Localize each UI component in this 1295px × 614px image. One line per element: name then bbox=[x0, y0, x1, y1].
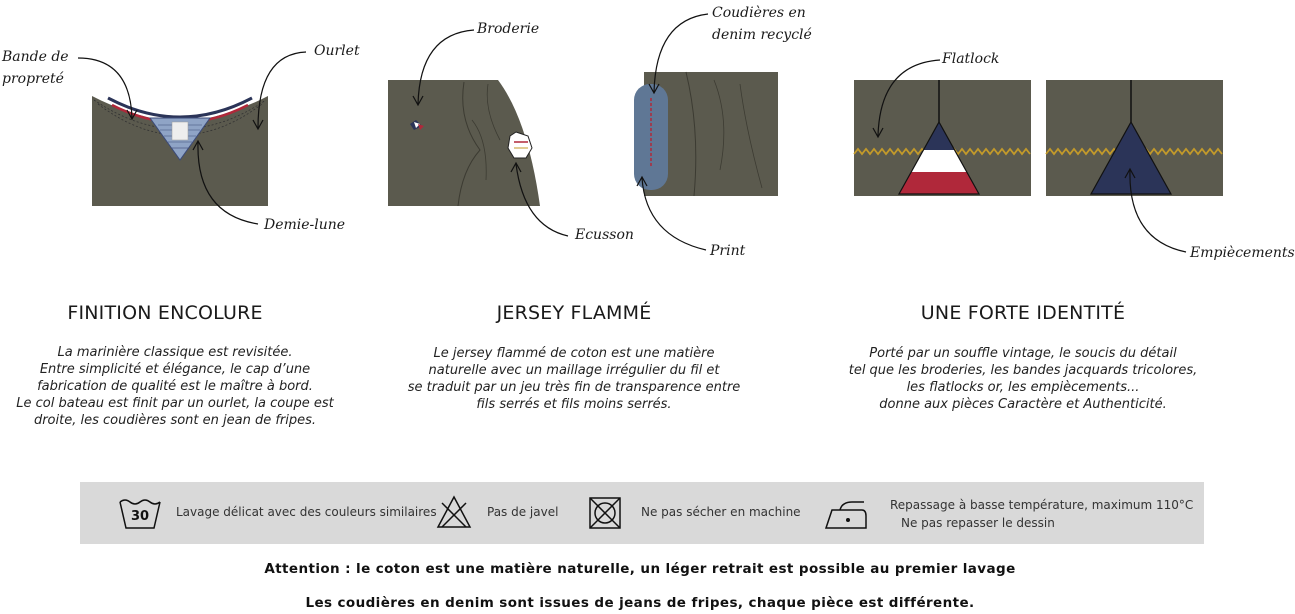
callout-bande-line2: propreté bbox=[2, 71, 64, 87]
wash-30-icon bbox=[118, 496, 162, 530]
denim-note: Les coudières en denim sont issues de jeans de fripes, chaque pièce est différente. bbox=[305, 595, 975, 611]
callout-arrows bbox=[0, 0, 1280, 300]
callout-demie-lune: Demie-lune bbox=[264, 217, 346, 233]
section-body-jersey bbox=[404, 345, 744, 413]
section-line: fils serrés et fils moins serrés. bbox=[476, 397, 672, 412]
section-line: tel que les broderies, les bandes jacquards tricolores, bbox=[848, 363, 1198, 378]
wash-label: Lavage délicat avec des couleurs similaires bbox=[176, 505, 437, 519]
section-title-identite: UNE FORTE IDENTITÉ bbox=[920, 302, 1126, 324]
section-line: les flatlocks or, les empiècements... bbox=[906, 380, 1140, 395]
section-line: La marinière classique est revisitée. bbox=[57, 345, 293, 360]
iron-low-icon bbox=[824, 498, 870, 530]
callout-coudieres bbox=[712, 2, 812, 46]
callout-coudieres-line2: denim recyclé bbox=[712, 27, 812, 43]
iron-label-line1: Repassage à basse température, maximum 110°C bbox=[890, 498, 1194, 512]
section-title-finition: FINITION ENCOLURE bbox=[67, 302, 263, 324]
callout-empiecements: Empiècements bbox=[1190, 245, 1295, 261]
section-line: droite, les coudières sont en jean de fripes. bbox=[33, 413, 317, 428]
bleach-label: Pas de javel bbox=[487, 505, 559, 519]
wash-temperature: 30 bbox=[130, 509, 150, 524]
callout-print: Print bbox=[710, 243, 746, 259]
section-body-finition bbox=[0, 344, 350, 429]
callout-broderie: Broderie bbox=[477, 21, 540, 37]
dryer-label: Ne pas sécher en machine bbox=[641, 505, 801, 519]
section-line: naturelle avec un maillage irrégulier du fil et bbox=[428, 363, 720, 378]
care-instructions-bar bbox=[80, 482, 1204, 544]
section-body-identite bbox=[848, 345, 1198, 413]
callout-flatlock: Flatlock bbox=[942, 51, 1000, 67]
section-title-jersey: JERSEY FLAMMÉ bbox=[496, 302, 652, 324]
iron-label-line2: Ne pas repasser le dessin bbox=[901, 516, 1055, 530]
section-line: Porté par un souffle vintage, le soucis du détail bbox=[869, 346, 1177, 361]
callout-coudieres-line1: Coudières en bbox=[712, 5, 806, 21]
callout-ecusson: Ecusson bbox=[575, 227, 634, 243]
section-line: Le col bateau est finit par un ourlet, la coupe est bbox=[16, 396, 334, 411]
no-bleach-icon bbox=[436, 495, 472, 529]
section-line: se traduit par un jeu très fin de transparence entre bbox=[407, 380, 741, 395]
callout-bande-de-proprete bbox=[2, 46, 69, 90]
section-line: Le jersey flammé de coton est une matière bbox=[433, 346, 715, 361]
section-line: Entre simplicité et élégance, le cap d’une bbox=[39, 362, 311, 377]
callout-bande-line1: Bande de bbox=[2, 49, 69, 65]
section-line: fabrication de qualité est le maître à bord. bbox=[37, 379, 313, 394]
shrinkage-note: Attention : le coton est une matière naturelle, un léger retrait est possible au premier lavage bbox=[264, 561, 1016, 577]
section-line: donne aux pièces Caractère et Authenticité. bbox=[879, 397, 1167, 412]
no-tumble-dry-icon bbox=[588, 496, 622, 530]
callout-ourlet: Ourlet bbox=[314, 43, 360, 59]
